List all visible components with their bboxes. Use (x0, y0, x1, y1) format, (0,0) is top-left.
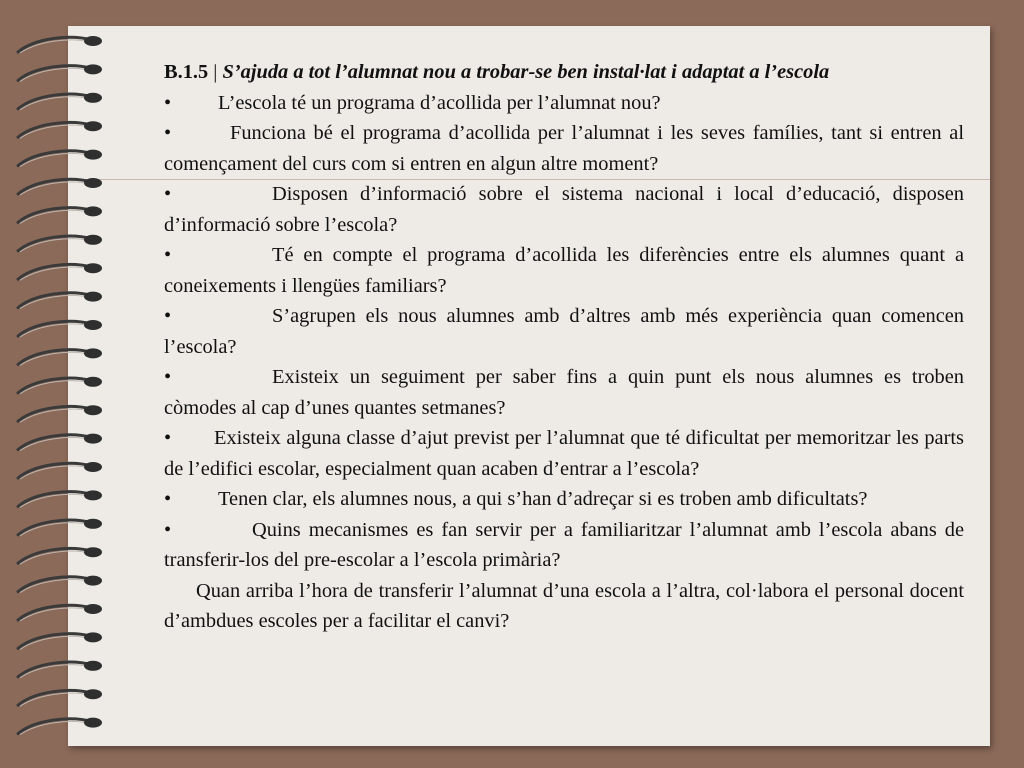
spiral-ring (18, 490, 102, 507)
spiral-ring (18, 604, 102, 621)
closing-question: Quan arriba l’hora de transferir l’alumnat d’una escola a l’altra, col·labora el personal docent d’ambdues escoles per a facilitar el canvi? (164, 579, 964, 632)
bullet-icon: • (164, 244, 172, 266)
spiral-ring (18, 434, 102, 451)
list-item-text: Quins mecanismes es fan servir per a familiaritzar l’alumnat amb l’escola abans de transferir-los del pre-escolar a l’escola primària? (164, 518, 964, 571)
list-item (164, 240, 964, 301)
spiral-ring (18, 178, 102, 195)
spiral-ring (18, 93, 102, 110)
list-item-text: Disposen d’informació sobre el sistema nacional i local d’educació, disposen d’informació sobre l’escola? (164, 183, 964, 236)
list-item (164, 515, 964, 576)
spiral-binding (0, 26, 110, 746)
spiral-ring (18, 405, 102, 422)
list-item-text: Té en compte el programa d’acollida les diferències entre els alumnes quant a coneixements i llengües familiars? (164, 244, 964, 297)
spiral-ring (18, 689, 102, 706)
list-item (164, 423, 964, 484)
spiral-ring (18, 121, 102, 138)
bullet-icon: • (164, 183, 172, 205)
spiral-ring (18, 377, 102, 394)
list-item (164, 484, 964, 515)
spiral-ring (18, 547, 102, 564)
bullet-icon: • (164, 305, 172, 327)
spiral-ring (18, 462, 102, 479)
section-title-text: S’ajuda a tot l’alumnat nou a trobar-se ben instal·lat i adaptat a l’escola (222, 61, 830, 83)
list-item-text: Tenen clar, els alumnes nous, a qui s’han d’adreçar si es troben amb dificultats? (218, 488, 868, 510)
bullet-icon: • (164, 122, 172, 144)
list-item-text: L’escola té un programa d’acollida per l’alumnat nou? (218, 91, 661, 114)
section-title (164, 57, 964, 88)
list-item-text: Funciona bé el programa d’acollida per l’alumnat i les seves famílies, tant si entren al començament del curs com si entren en algun altre moment? (164, 122, 964, 175)
spiral-ring (18, 263, 102, 280)
list-item (164, 179, 964, 240)
spiral-ring (18, 292, 102, 309)
document-content (164, 57, 964, 637)
spiral-ring (18, 661, 102, 678)
bullet-icon: • (164, 427, 172, 449)
spiral-ring (18, 235, 102, 252)
spiral-ring (18, 320, 102, 337)
spiral-ring (18, 64, 102, 81)
spiral-ring (18, 519, 102, 536)
bullet-icon: • (164, 366, 172, 388)
bullet-icon: • (164, 91, 172, 114)
list-item (164, 88, 964, 119)
bullet-icon: • (164, 518, 172, 541)
spiral-ring (18, 206, 102, 223)
list-item-text: S’agrupen els nous alumnes amb d’altres amb més experiència quan comencen l’escola? (164, 305, 964, 358)
title-separator: | (213, 61, 218, 83)
list-item (164, 118, 964, 179)
spiral-ring (18, 718, 102, 735)
spiral-ring (18, 632, 102, 649)
spiral-ring (18, 150, 102, 167)
list-item (164, 301, 964, 362)
spiral-ring (18, 348, 102, 365)
list-item-text: Existeix un seguiment per saber fins a quin punt els nous alumnes es troben còmodes al cap d’unes quantes setmanes? (164, 366, 964, 419)
bullet-icon: • (164, 488, 172, 510)
section-code: B.1.5 (164, 61, 209, 83)
spiral-ring (18, 36, 102, 53)
list-item (164, 362, 964, 423)
list-item-text: Existeix alguna classe d’ajut previst per l’alumnat que té dificultat per memoritzar les parts de l’edifici escolar, especialment quan acaben d’entrar a l’escola? (164, 427, 964, 480)
spiral-ring (18, 576, 102, 593)
